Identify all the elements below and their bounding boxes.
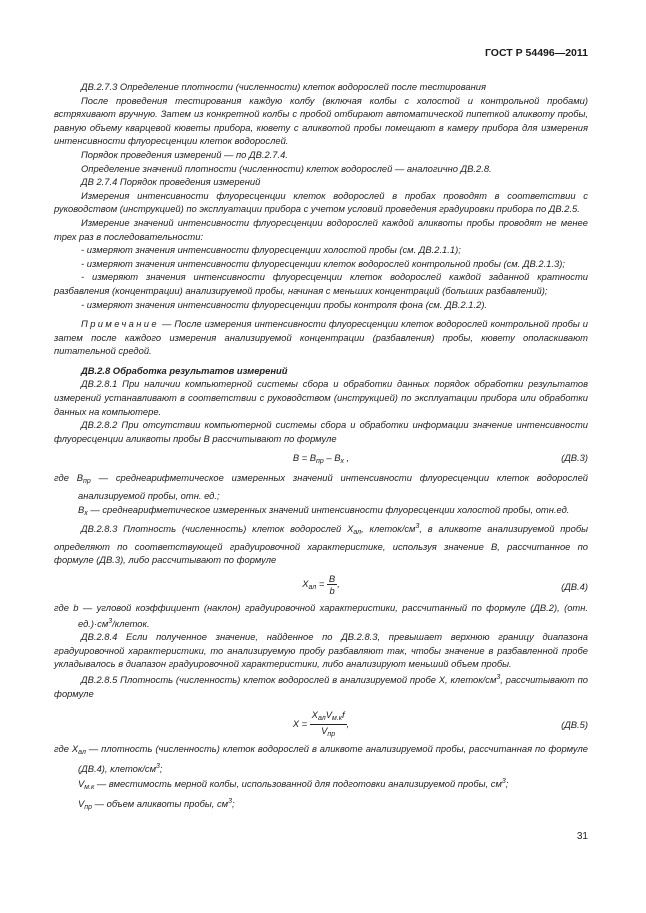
formula-dv4	[54, 571, 588, 601]
formula-number: (ДВ.5)	[561, 719, 588, 731]
paragraph: Определение значений плотности (численности) клеток водорослей — аналогично ДВ.2.8.	[81, 162, 492, 174]
where-definition: $V_{м.к}$ — вместимость мерной колбы, использованной для подготовки анализируемой пробы, $см^3$;	[78, 778, 509, 792]
paragraph: ДВ 2.7.4 Порядок проведения измерений	[81, 176, 261, 188]
paragraph: ДВ.2.7.3 Определение плотности (численности) клеток водорослей после тестирования	[81, 81, 486, 92]
where-definition: где b — угловой коэффициент (наклон) градуировочной характеристики, рассчитанный по формуле (ДВ.2), (отн. $ед.)\cdot см^3$/клеток.	[54, 602, 588, 629]
paragraph: ДВ.2.8.1 При наличии компьютерной системы сбора и обработки данных порядок обработки результатов измерений устанавливают в соответствии с руководством (инструкцией) по эксплуатации прибора или обработки данных на компьютере.	[54, 378, 588, 417]
formula-dv3	[54, 451, 588, 471]
where-definition: $V_{пр}$ — объем аликвоты пробы, $см^3$;	[78, 797, 235, 811]
list-item: - измеряют значения интенсивности флуоресценции холостой пробы (см. ДВ.2.1.1);	[81, 244, 461, 256]
paragraph: Измерения интенсивности флуоресценции клеток водорослей в пробах проводят в соответствии с руководством (инструкцией) по эксплуатации прибора с учетом условий проведения градуировки прибора по ДВ.2.5.	[54, 189, 588, 215]
paragraph: ДВ.2.8.5 Плотность (численность) клеток водорослей в анализируемой пробе X, клеток/$см^3$, рассчитывают по формуле	[54, 673, 588, 699]
standard-header: ГОСТ Р 54496—2011	[484, 47, 588, 59]
formula-dv5	[54, 706, 588, 742]
paragraph: ДВ.2.8.2 При отсутствии компьютерной системы сбора и обработки информации значение интенсивности флуоресценции аликвоты пробы B рассчитывают по формуле	[54, 419, 588, 444]
paragraph: После проведения тестирования каждую колбу (включая колбы с холостой и контрольной пробами) встряхивают вручную. Затем из конкретной колбы с пробой отбирают автоматической пипеткой аликвоту пробы, равную объему кварцевой кюветы прибора, кювету с аликвотой пробы помещают в камеру прибора для измерения интенсивности флуоресценции клеток водорослей.	[54, 94, 588, 147]
note-text: — После измерения интенсивности флуоресценции клеток водорослей контрольной пробы и затем после каждого измерения анализируемой концентрации (разбавления) пробы, кювету ополаскивают питательной средой.	[54, 318, 588, 357]
document-body	[54, 80, 588, 815]
paragraph: Порядок проведения измерений — по ДВ.2.7.4.	[81, 148, 288, 160]
formula-expression: X = $\frac{X_{ал}V_{м.к}f}{V_{пр}}$ ,	[292, 709, 350, 739]
list-item: - измеряют значения интенсивности флуоресценции клеток водорослей каждой заданной кратности разбавления (концентрации) анализируемой пробы, начиная с меньших концентраций (больших разбавлений);	[54, 271, 588, 296]
paragraph: ДВ.2.8.3 Плотность (численность) клеток водорослей $X_{ал}$, клеток/$см^3$, в аликвоте анализируемой пробы определяют по соответствующей градуировочной характеристике, используя значение B, рассчитанное по формуле (ДВ.3), либо рассчитывают по формуле	[54, 523, 588, 566]
page-number: 31	[576, 831, 588, 842]
where-definition: где $B_{пр}$ — среднеарифметическое измеренных значений интенсивности флуоресценции клеток водорослей анализируемой пробы, отн. ед.;	[54, 472, 588, 502]
section-title: ДВ.2.8 Обработка результатов измерений	[81, 364, 288, 376]
formula-expression: $X_{ал}$ = $\frac{B}{b}$ ,	[302, 573, 340, 596]
list-item: - измеряют значения интенсивности флуоресценции пробы контроля фона (см. ДВ.2.1.2).	[81, 298, 488, 310]
where-definition: $B_х$ — среднеарифметическое измеренных значений интенсивности флуоресценции холостой пробы, отн.ед.	[78, 503, 570, 517]
paragraph: Измерение значений интенсивности флуоресценции водорослей каждой аликвоты пробы проводят не менее трех раз в последовательности:	[54, 216, 588, 242]
note-label: Примечание	[81, 318, 159, 330]
note	[54, 317, 588, 358]
formula-number: (ДВ.4)	[561, 581, 588, 592]
formula-number: (ДВ.3)	[561, 452, 588, 464]
formula-expression: $B = B_{пр} - B_х$ ,	[292, 452, 350, 466]
paragraph: ДВ.2.8.4 Если полученное значение, найденное по ДВ.2.8.3, превышает верхнюю границу диапазона градуировочной характеристики, то анализируемую пробу разбавляют так, чтобы значение в разбавленной пробе укладывалось в диапазон градуировочной характеристики, либо анализируют меньший объем пробы.	[54, 631, 588, 670]
where-definition: где $X_{ал}$ — плотность (численность) клеток водорослей в аликвоте анализируемой пробы, рассчитанная по формуле (ДВ.4), клеток/$см^3$;	[54, 743, 589, 774]
list-item: - измеряют значения интенсивности флуоресценции клеток водорослей контрольной пробы (см. ДВ.2.1.3);	[81, 257, 565, 269]
